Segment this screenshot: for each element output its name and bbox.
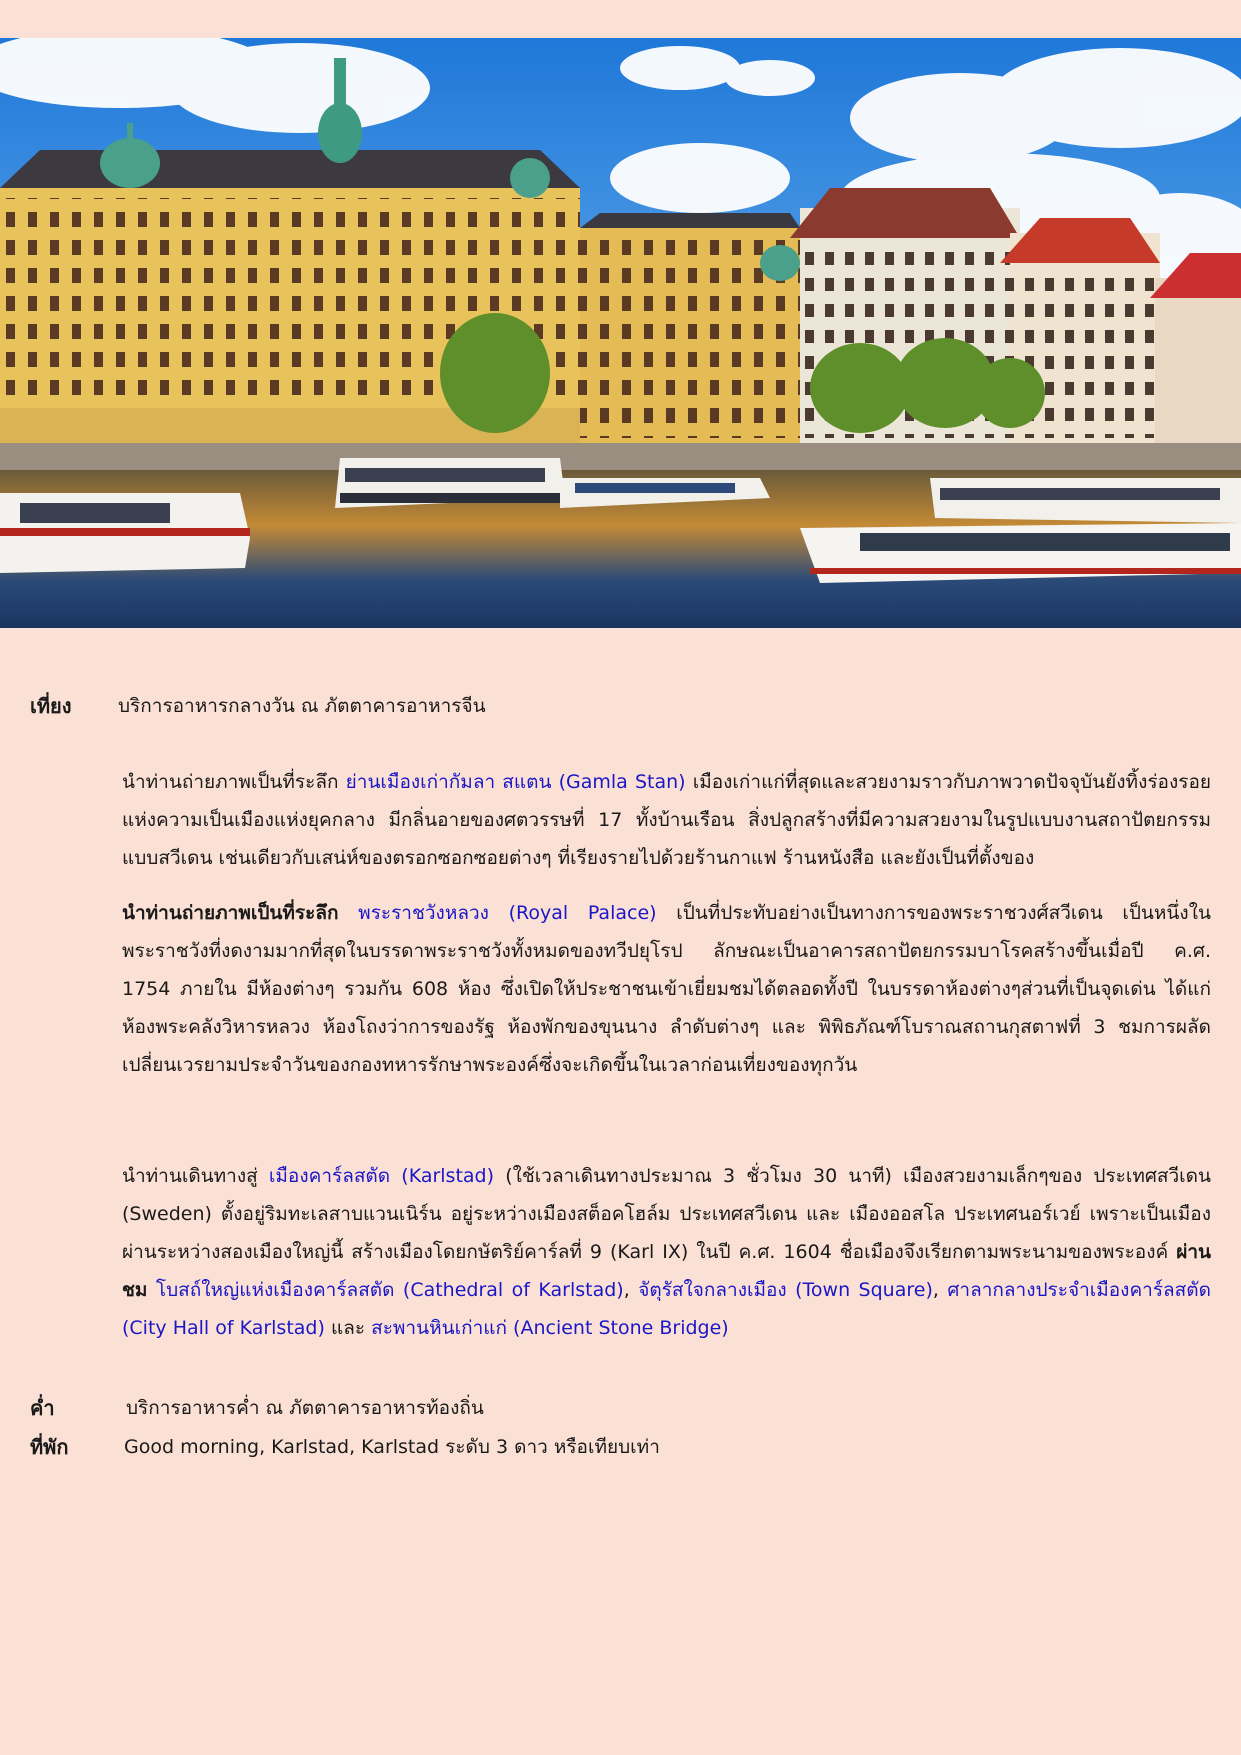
para2-rest: เป็นที่ประทับอย่างเป็นทางการของพระราชวงศ์สวีเดน เป็นหนึ่งในพระราชวังที่งดงามมากที่สุดในบรรดาพระราชวังทั้งหมดของทวีปยุโรป ลักษณะเป็นอาคารสถาปัตยกรรมบาโรคสร้างขึ้นเมื่อปี ค.ศ. 1754 ภายใน มีห้องต่างๆ รวมกัน 608 ห้อง ซึ่งเปิดให้ประชาชนเข้าเยี่ยมชมได้ตลอดทั้งปี ในบรรดาห้องต่างๆส่วนที่เป็นจุดเด่น ได้แก่ ห้องพระคลังวิหารหลวง ห้องโถงว่าการของรัฐ ห้องพักของขุนนาง ลำดับต่างๆ และ พิพิธภัณฑ์โบราณสถานกุสตาฟที่ 3 ชมการผลัดเปลี่ยนเวรยามประจำวันของกองทหารรักษาพระองค์ซึ่งจะเกิดขึ้นในเวลาก่อนเที่ยงของทุกวัน	[122, 902, 1211, 1076]
para3-middle: (ใช้เวลาเดินทางประมาณ 3 ชั่วโมง 30 นาที) เมืองสวยงามเล็กๆของ ประเทศสวีเดน (Sweden) ตั้งอยู่ริมทะเลสาบแวนเนิร์น อยู่ระหว่างเมืองสต็อคโฮล์ม ประเทศสวีเดน และ เมืองออสโล ประเทศนอร์เวย์ เพราะเป็นเมืองผ่านระหว่างสองเมืองใหญ่นี้ สร้างเมืองโดยกษัตริย์คาร์ลที่ 9 (Karl IX) ในปี ค.ศ. 1604 ชื่อเมืองจึงเรียกตามพระนามของพระองค์	[122, 1165, 1212, 1263]
para3-highlight-bridge: สะพานหินเก่าแก่ (Ancient Stone Bridge)	[371, 1317, 729, 1339]
paragraph-karlstad	[122, 1157, 1211, 1347]
dinner-text: บริการอาหารค่ำ ณ ภัตตาคารอาหารท้องถิ่น	[126, 1397, 484, 1419]
para3-bold: ผ่านชม	[122, 1241, 1211, 1301]
lunch-text: บริการอาหารกลางวัน ณ ภัตตาคารอาหารจีน	[118, 695, 486, 717]
para3-highlight-karlstad: เมืองคาร์ลสตัด (Karlstad)	[268, 1165, 495, 1187]
para1-prefix: นำท่านถ่ายภาพเป็นที่ระลึก	[122, 771, 346, 793]
dinner-label: ค่ำ	[30, 1396, 55, 1420]
hotel-text: Good morning, Karlstad, Karlstad ระดับ 3 ดาว หรือเทียบเท่า	[124, 1436, 660, 1458]
hotel-label: ที่พัก	[30, 1435, 69, 1459]
para3-prefix: นำท่านเดินทางสู่	[122, 1165, 269, 1187]
paragraph-gamla-stan	[122, 763, 1211, 877]
paragraph-royal-palace	[122, 894, 1211, 1084]
lunch-label: เที่ยง	[30, 694, 72, 718]
para2-highlight: พระราชวังหลวง (Royal Palace)	[358, 902, 657, 924]
para1-rest: เมืองเก่าแก่ที่สุดและสวยงามราวกับภาพวาดปัจจุบันยังทิ้งร่องรอยแห่งความเป็นเมืองแห่งยุคกลาง มีกลิ่นอายของศตวรรษที่ 17 ทั้งบ้านเรือน สิ่งปลูกสร้างที่มีความสวยงามในรูปแบบงานสถาปัตยกรรมแบบสวีเดน เช่นเดียวกับเสน่ห์ของตรอกซอกซอยต่างๆ ที่เรียงรายไปด้วยร้านกาแฟ ร้านหนังสือ และยังเป็นที่ตั้งของ	[122, 771, 1211, 869]
para3-sep1: ,	[623, 1279, 639, 1301]
para1-highlight: ย่านเมืองเก่ากัมลา สแตน (Gamla Stan)	[345, 771, 686, 793]
para3-sep2: ,	[932, 1279, 948, 1301]
hero-photo	[0, 38, 1241, 628]
para2-prefix: นำท่านถ่ายภาพเป็นที่ระลึก	[122, 902, 339, 924]
para3-and: และ	[324, 1317, 372, 1339]
para3-highlight-square: จัตุรัสใจกลางเมือง (Town Square)	[638, 1279, 933, 1301]
para3-highlight-cathedral: โบสถ์ใหญ่แห่งเมืองคาร์ลสตัด (Cathedral of Karlstad)	[155, 1279, 624, 1301]
para3-highlight-cityhall: ศาลากลางประจำเมืองคาร์ลสตัด (City Hall of Karlstad)	[122, 1279, 1211, 1339]
